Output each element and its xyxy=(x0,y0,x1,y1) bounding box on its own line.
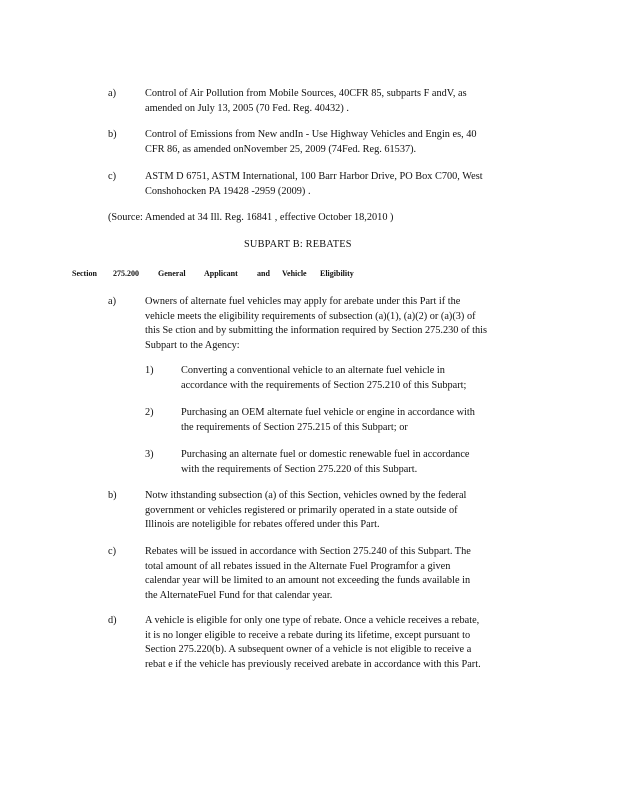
text-line: total amount of all rebates issued in the Alternate Fuel Programfor a given xyxy=(145,560,451,572)
text-line: rebat e if the vehicle has previously received arebate in accordance with this Part. xyxy=(145,658,481,670)
text-line: vehicle meets the eligibility requirements of subsection (a)(1), (a)(2) or (a)(3) of xyxy=(145,310,476,322)
subitem-3-text xyxy=(181,448,469,477)
text-line: Control of Air Pollution from Mobile Sources, 40CFR 85, subparts F andV, as xyxy=(145,88,467,99)
text-line: Owners of alternate fuel vehicles may apply for arebate under this Part if the xyxy=(145,296,461,307)
text-line: Converting a conventional vehicle to an alternate fuel vehicle in xyxy=(181,365,445,376)
section-title-word: Applicant xyxy=(204,269,238,278)
subitem-2-text xyxy=(181,406,475,435)
text-line: Subpart to the Agency: xyxy=(145,339,240,351)
section-title-word: Eligibility xyxy=(320,269,354,278)
item-c-text xyxy=(145,170,483,199)
subsection-a-label: a) xyxy=(108,296,116,307)
subpart-heading: SUBPART B: REBATES xyxy=(244,239,352,250)
item-b-text xyxy=(145,128,477,157)
text-line: CFR 86, as amended onNovember 25, 2009 (74Fed. Reg. 61537). xyxy=(145,143,417,155)
item-a-text xyxy=(145,87,467,116)
source-note: (Source: Amended at 34 Ill. Reg. 16841 , effective October 18,2010 ) xyxy=(108,212,394,223)
subsection-b-text xyxy=(145,489,466,533)
item-b-label: b) xyxy=(108,129,117,140)
text-line: Purchasing an OEM alternate fuel vehicle or engine in accordance with xyxy=(181,407,475,418)
item-a-label: a) xyxy=(108,88,116,99)
section-title-word: General xyxy=(158,269,186,278)
item-c-label: c) xyxy=(108,171,116,182)
subsection-c-label: c) xyxy=(108,546,116,557)
text-line: Section 275.220(b). A subsequent owner of a vehicle is not eligible to receive a xyxy=(145,644,472,656)
subsection-a-text xyxy=(145,295,487,353)
text-line: Notw ithstanding subsection (a) of this Section, vehicles owned by the federal xyxy=(145,490,467,501)
subsection-d-label: d) xyxy=(108,615,117,626)
subitem-1-label: 1) xyxy=(145,365,154,376)
subsection-d-text xyxy=(145,614,481,672)
section-title-word: Vehicle xyxy=(282,269,307,278)
section-number: 275.200 xyxy=(113,269,139,278)
text-line: ASTM D 6751, ASTM International, 100 Barr Harbor Drive, PO Box C700, West xyxy=(145,171,483,182)
text-line: Rebates will be issued in accordance with Section 275.240 of this Subpart. The xyxy=(145,546,471,557)
subsection-c-text xyxy=(145,545,471,603)
subitem-1-text xyxy=(181,364,466,393)
subitem-3-label: 3) xyxy=(145,449,154,460)
text-line: calendar year will be limited to an amount not exceeding the funds available in xyxy=(145,575,471,587)
text-line: A vehicle is eligible for only one type of rebate. Once a vehicle receives a rebate, xyxy=(145,615,480,626)
text-line: the AlternateFuel Fund for that calendar year. xyxy=(145,589,333,601)
text-line: Conshohocken PA 19428 -2959 (2009) . xyxy=(145,185,311,197)
text-line: amended on July 13, 2005 (70 Fed. Reg. 40432) . xyxy=(145,102,349,114)
section-label: Section xyxy=(72,269,97,278)
text-line: Illinois are noteligible for rebates offered under this Part. xyxy=(145,519,380,531)
section-title-word: and xyxy=(257,269,270,278)
subitem-2-label: 2) xyxy=(145,407,154,418)
text-line: accordance with the requirements of Section 275.210 of this Subpart; xyxy=(181,379,467,391)
text-line: government or vehicles registered or primarily operated in a state outside of xyxy=(145,504,458,516)
text-line: the requirements of Section 275.215 of this Subpart; or xyxy=(181,421,408,433)
subsection-b-label: b) xyxy=(108,490,117,501)
text-line: with the requirements of Section 275.220 of this Subpart. xyxy=(181,463,418,475)
text-line: this Se ction and by submitting the information required by Section 275.230 of this xyxy=(145,325,488,337)
text-line: it is no longer eligible to receive a rebate during its lifetime, except pursuant to xyxy=(145,629,471,641)
text-line: Purchasing an alternate fuel or domestic renewable fuel in accordance xyxy=(181,449,470,460)
text-line: Control of Emissions from New andIn - Use Highway Vehicles and Engin es, 40 xyxy=(145,129,477,140)
